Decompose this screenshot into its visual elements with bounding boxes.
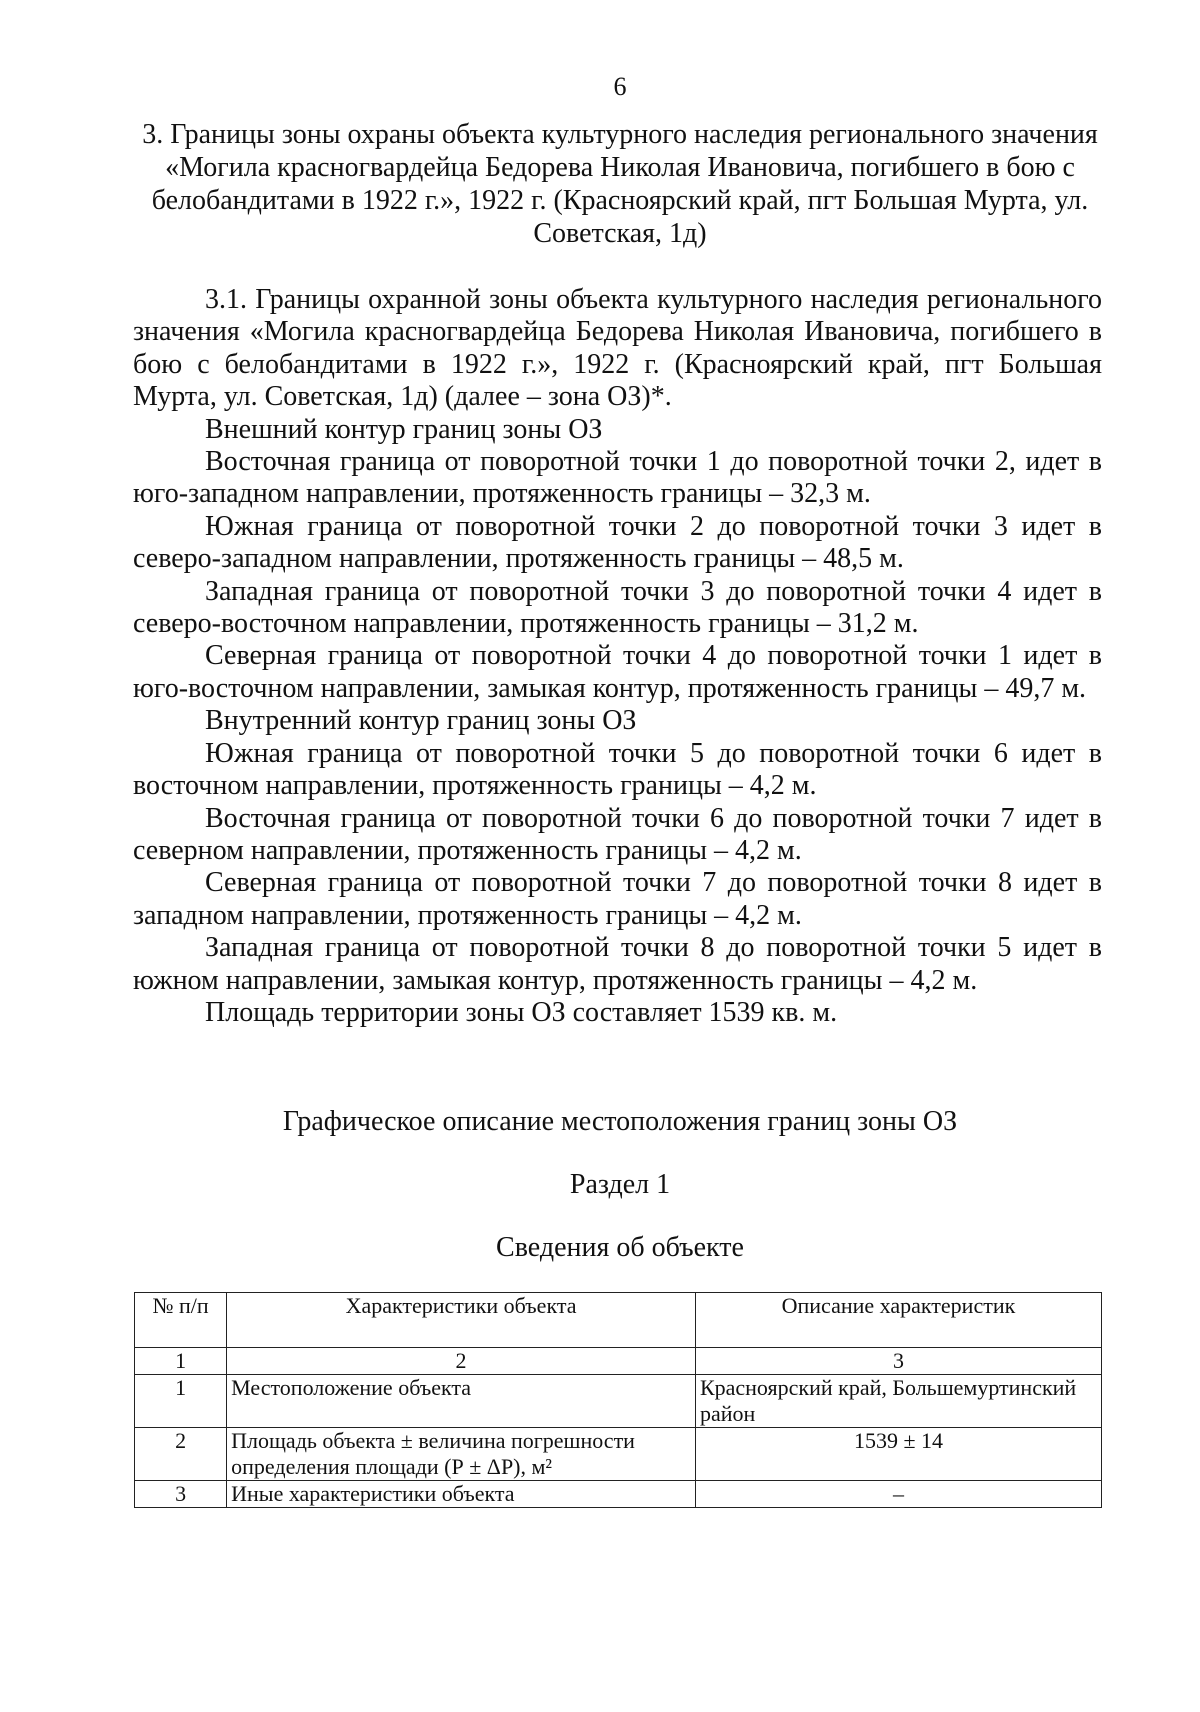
table-cell: –: [695, 1481, 1101, 1508]
paragraph: Восточная граница от поворотной точки 6 до поворотной точки 7 идет в северном направлении, протяженность границы – 4,2 м.: [133, 802, 1102, 866]
header-cell-description: Описание характеристик: [695, 1293, 1101, 1348]
body-text: [133, 284, 1102, 1029]
paragraph: Южная граница от поворотной точки 5 до поворотной точки 6 идет в восточном направлении, протяженность границы – 4,2 м.: [133, 737, 1102, 802]
table-cell: 2: [227, 1348, 696, 1375]
paragraph: Площадь территории зоны ОЗ составляет 1539 кв. м.: [205, 996, 838, 1028]
paragraph: Внешний контур границ зоны ОЗ: [205, 413, 603, 445]
paragraph: Южная граница от поворотной точки 2 до поворотной точки 3 идет в северо-западном направлении, протяженность границы – 48,5 м.: [133, 510, 1102, 575]
table-cell: Площадь объекта ± величина погрешности определения площади (Р ± ΔР), м²: [227, 1428, 696, 1481]
object-info-table: [134, 1292, 1102, 1508]
header-cell-characteristics: Характеристики объекта: [227, 1293, 696, 1348]
paragraph: Западная граница от поворотной точки 8 до поворотной точки 5 идет в южном направлении, замыкая контур, протяженность границы – 4,2 м.: [133, 932, 1102, 996]
table-cell: Местоположение объекта: [227, 1375, 696, 1428]
table-row: [135, 1481, 1102, 1508]
paragraph: Северная граница от поворотной точки 7 до поворотной точки 8 идет в западном направлении, протяженность границы – 4,2 м.: [133, 867, 1102, 931]
table-cell: 1539 ± 14: [695, 1428, 1101, 1481]
graphic-description-title: Графическое описание местоположения границ зоны ОЗ: [282, 1106, 958, 1137]
table-row: [135, 1375, 1102, 1428]
table-header-row: [135, 1293, 1102, 1348]
table-cell: 1: [135, 1375, 227, 1428]
table-cell: 3: [135, 1481, 227, 1508]
paragraph: Северная граница от поворотной точки 4 до поворотной точки 1 идет в юго-восточном направлении, замыкая контур, протяженность границы – 49,7 м.: [133, 640, 1102, 704]
section-title: Раздел 1: [569, 1169, 671, 1200]
table-row: [135, 1428, 1102, 1481]
table-cell: 1: [135, 1348, 227, 1375]
paragraph: Восточная граница от поворотной точки 1 до поворотной точки 2, идет в юго-западном направлении, протяженность границы – 32,3 м.: [133, 446, 1102, 510]
paragraph: Западная граница от поворотной точки 3 до поворотной точки 4 идет в северо-восточном направлении, протяженность границы – 31,2 м.: [133, 575, 1102, 640]
header-cell-number: № п/п: [135, 1293, 227, 1348]
table-cell: Иные характеристики объекта: [227, 1481, 696, 1508]
object-info-title: Сведения об объекте: [496, 1232, 744, 1263]
table-index-row: [135, 1348, 1102, 1375]
table-cell: Красноярский край, Большемуртинский район: [695, 1375, 1101, 1428]
page-number: 6: [613, 72, 627, 101]
table-cell: 2: [135, 1428, 227, 1481]
paragraph: Внутренний контур границ зоны ОЗ: [205, 705, 637, 737]
paragraph: 3.1. Границы охранной зоны объекта культурного наследия регионального значения «Могила красногвардейца Бедорева Николая Ивановича, погибшего в бою с белобандитами в 1922 г.», 1922 г. (Красноярский край, пгт Большая Мурта, ул. Советская, 1д) (далее – зона ОЗ)*.: [133, 284, 1102, 413]
table-cell: 3: [695, 1348, 1101, 1375]
section-heading: 3. Границы зоны охраны объекта культурного наследия регионального значения «Могила красногвардейца Бедорева Николая Ивановича, погибшего в бою с белобандитами в 1922 г.», 1922 г. (Красноярский край, пгт Большая Мурта, ул. Советская, 1д): [142, 119, 1098, 249]
